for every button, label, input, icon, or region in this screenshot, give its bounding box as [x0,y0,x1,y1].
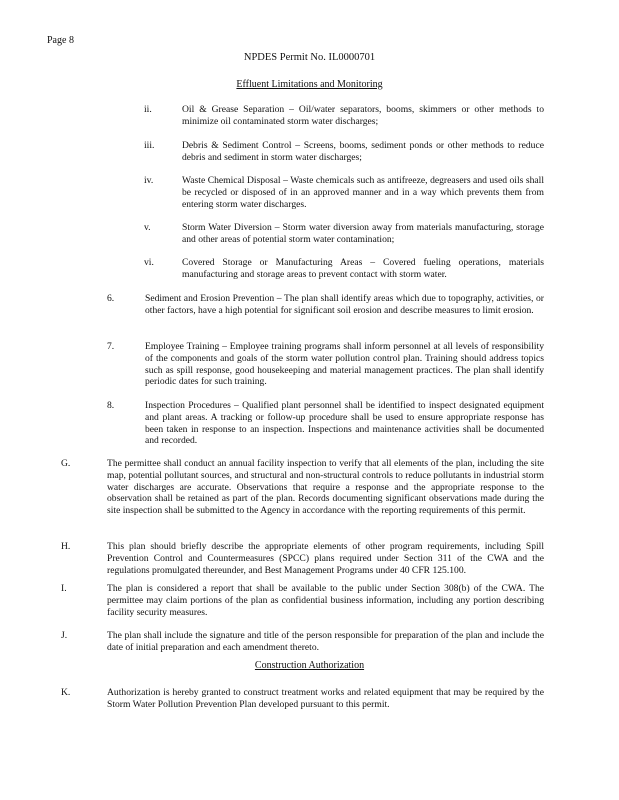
item-text: The plan is considered a report that shall be available to the public under Section 308(b) of the CWA. The permittee may claim portions of the plan as confidential business information, including any portion describing facility security measures. [107,583,544,618]
page-label: Page 8 [47,35,74,46]
permit-title: NPDES Permit No. IL0000701 [243,52,376,63]
item-text: Covered Storage or Manufacturing Areas – Covered fueling operations, materials manufacturing and storage areas to prevent contact with storm water. [182,257,544,280]
item-text: The permittee shall conduct an annual facility inspection to verify that all elements of the plan, including the site map, potential pollutant sources, and structural and non-structural controls to reduce pollutants in industrial storm water discharges are accurate. Observations that require a response and the appropriate response to the observation shall be retained as part of the plan. Records documenting significant observations made during the site inspection shall be submitted to the Agency in accordance with the reporting requirements of this permit. [107,458,544,517]
item-text: This plan should briefly describe the appropriate elements of other program requirements, including Spill Prevention Control and Countermeasures (SPCC) plans required under Section 311 of the CWA and the regulations promulgated thereunder, and Best Management Programs under 40 CFR 125.100. [107,541,544,576]
item-number: 7. [107,341,115,352]
item-text: Storm Water Diversion – Storm water diversion away from materials manufacturing, storage and other areas of potential storm water contamination; [182,222,544,245]
item-number: K. [61,687,71,698]
item-number: H. [61,541,71,552]
item-text: Oil & Grease Separation – Oil/water separators, booms, skimmers or other methods to minimize oil contaminated storm water discharges; [182,104,544,127]
item-number: I. [61,583,67,594]
item-number: iv. [144,175,154,186]
item-text: Waste Chemical Disposal – Waste chemicals such as antifreeze, degreasers and used oils shall be recycled or disposed of in an approved manner and in a way which prevents them from entering storm water discharges. [182,175,544,210]
item-number: iii. [144,140,155,151]
item-text: Debris & Sediment Control – Screens, booms, sediment ponds or other methods to reduce debris and sediment in storm water discharges; [182,140,544,163]
item-text: Sediment and Erosion Prevention – The plan shall identify areas which due to topography, activities, or other factors, have a high potential for significant soil erosion and describe measures to limit erosion. [145,293,544,316]
item-number: v. [144,222,151,233]
item-number: J. [61,630,68,641]
item-number: vi. [144,257,154,268]
item-number: 6. [107,293,115,304]
item-number: ii. [144,104,152,115]
item-text: Employee Training – Employee training programs shall inform personnel at all levels of responsibility of the components and goals of the storm water pollution control plan. Training should address topics such as spill response, good housekeeping and material management practices. The plan shall identify periodic dates for such training. [145,341,544,388]
item-text: The plan shall include the signature and title of the person responsible for preparation of the plan and include the date of initial preparation and each amendment thereto. [107,630,544,653]
item-number: 8. [107,400,115,411]
item-text: Inspection Procedures – Qualified plant personnel shall be identified to inspect designated equipment and plant areas. A tracking or follow-up procedure shall be used to ensure appropriate response has been taken in response to an inspection. Inspections and maintenance activities shall be documented and recorded. [145,400,544,447]
section-title: Effluent Limitations and Monitoring [236,79,383,90]
item-number: G. [61,458,71,469]
construction-heading: Construction Authorization [254,660,365,671]
item-text: Authorization is hereby granted to construct treatment works and related equipment that may be required by the Storm Water Pollution Prevention Plan developed pursuant to this permit. [107,687,544,710]
